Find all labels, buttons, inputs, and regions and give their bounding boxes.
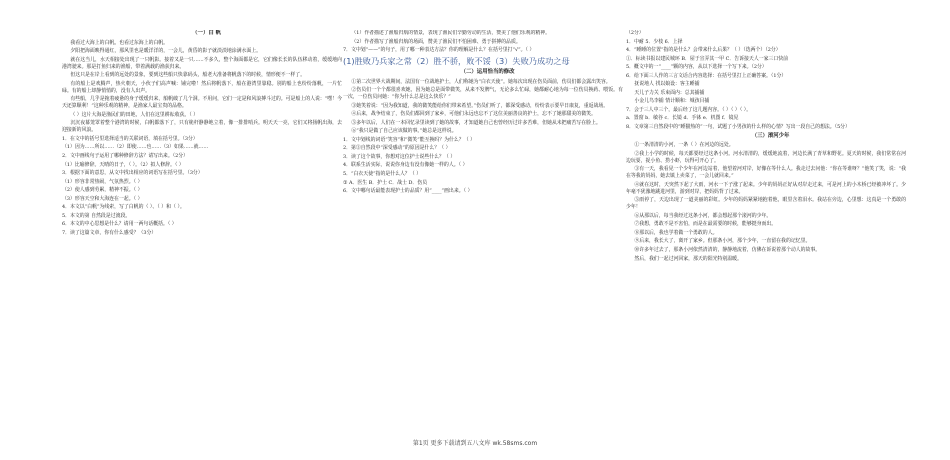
question-line: 2．第③自然段中“深受感动”的原因是什么？（ ） [343,145,451,152]
text-line: 小金儿鸟李捕 情计顺和：城孩目捕 [634,98,710,105]
question-line: 1．在文中的括号里选择适当的关联词语，填在括号里。（3分） [62,135,198,142]
question-line: 4．本文以“白帆”为线索，写了白帆的（ ）、（ ）和（ ）。 [62,204,185,211]
column-left [62,30,342,435]
question-line: 2．文中画线句子运用了哪种修辞方法？请写出来。（2分） [62,152,189,159]
question-line: 1．文中划线的词语“笑容”和“微笑”能互换吗？为什么？（ ） [343,136,476,143]
text-line: 天儿子力关 乐束面内：总其捕捕 [634,89,705,96]
text-line: （1）作者描述了渔船归航的情景，表现了渔民们辛勤劳动的生活，赞美了他们乐观的精神。 [351,30,551,36]
text-line: ⑥“我只是做了自己应该做的事。”她总是这样说。 [351,128,457,135]
text-line: ①第二次世界大战期间，法国有一位战地护士，人们称她为“白衣天使”。她每次出现在伤员面前，伤员们都会露出笑容。 [351,78,611,85]
text-line: 沉沉夜幕笼罩着整个港湾的时候，白帆都落下了，只有桅杆静静地立着，像一排排哨兵。明天天一亮，它们又将扬帆出海，去迎接新的风浪。 [62,120,342,134]
text-line: ②我上小学的时候，每天都要经过这条小河。河水清清的，缓缓地流着，河边长满了青草和野花。夏天的时候，我们常常在河边玩耍，捉小鱼、捞小虾，玩得可开心了。 [626,150,906,164]
question-line: 7．读了这篇文章，你有什么感受？（3分） [62,229,157,236]
question-line: （3）形容天空和大海连在一起。（ ） [62,195,143,202]
text-line: 夕阳把海面映得通红，那风里也是暖洋洋的，一会儿，黄昏的影子就淡淡地涂满水面上。 [70,48,262,55]
question-line: a．置窗 b．敏谷 c．长镜 d．手钵 e．机图 f．镜见 [626,115,739,122]
question-line: 3．读了这个故事，你想对这位护士说些什么？（ ） [343,153,456,160]
text-line: （ ）这片大海是渔民们的田地，人们在这里耕耘收获。（ ） [70,111,199,118]
text-line: ⑥从那以后，每当我经过这条小河，都会想起那个滚河的少年。 [634,212,772,219]
column-middle [343,30,623,435]
text-line: ③她笑着说：“因为我知道，我的微笑能给你们带来希望。”伤员们听了，都深受感动，纷纷表示要早日康复，重返战场。 [351,102,609,109]
question-line: 4．联系生活实际，说说你身边有没有像她一样的人。（ ） [343,162,468,169]
text-line: ⑤多年以后，人们在一本回忆录里读到了她的故事，才知道她自己也曾经历过许多苦难，但她从未把痛苦写在脸上。 [351,119,601,126]
text-line: ③有一天，我看见一个少年在河边站着，他望着河对岸，好像在等什么人。我走过去问他：“你在等谁呀？”他笑了笑，说：“我在等我的妈妈，她去镇上卖菜了，一会儿就回来。” [626,166,906,180]
section-title-river-boy: （三）滚河少年 [751,132,790,139]
text-line: ④后来，战争结束了，伤员们都回到了家乡，可他们永远也忘不了这位美丽善良的护士，忘不了她那甜美的微笑。 [351,111,596,118]
question-line: （1）比喻修辞。天晴的日子，（ ）。（2）拟人修辞。（ ） [62,161,184,168]
text-line: ①一条清清的小河，一条（ ）在河边的远处。 [634,142,734,149]
question-line: （1）因为……所以……（2）即使……也……（3）如果……就…… [62,144,209,151]
question-line: 7．文中划“——”的句子，用了哪一种表达方法？你的理解是什么？在括号里打“√”。（ ） [343,47,535,54]
text-line: 抚说地人 找以娘设：客主睡捕 [634,81,700,88]
question-line: 4．“睡睡的位置”指的是什么？会带来什么后果？（ ）（选两个）（2分） [626,47,781,54]
question-line: 6．本文的中心思想是什么？请用一两句话概括。（ ） [62,221,177,228]
text-line: ⑦我想，勇敢不是不害怕，而是在最需要的时候，能够挺身而出。 [634,221,777,228]
text-line: ②伤员们一个个都很喜欢她，因为她总是面带微笑，从来不发脾气，无论多么忙碌，她都耐心地为每一位伤员换药、喂饭。有一次，一位伤员问她：“你为什么总是这么快乐？” [343,87,623,101]
text-line: ⑧那以后，我也学着做一个勇敢的人。 [634,229,718,236]
text-line: （2）作者描写了渔船归航的场面，赞美了渔民们不怕困难、勇于拼搏的品质。 [351,38,521,45]
text-line: 就在这当儿，水天相接处出现了一只帆影。接着又是一只……不多久，整个海面都是它，它们像长长的队伍移动着，缓缓地向港湾驶来。那是打鱼归来的渔船，带着满载的渔获归来。 [62,56,342,70]
question-line: 8．文章第三自然段中的“睡猫热的”一句，试题了小男孩的什么样的心情？写出一段自己的想法。（5分） [626,124,850,131]
text-line: 但这只是在岸上看到的远处的景象，要到这些船只快靠码头，船老大准备将帆落下的时候，情形便不一样了。 [70,72,306,79]
question-line: 6．给下面三人作的三言文话合内容选择：在括号里打上正确答案。（1分） [626,72,787,79]
column-right [626,30,906,435]
text-line: 然后，我们一起过河回家，那天的阳光特别温暖。 [634,255,742,262]
text-line: ④就在这时，天突然下起了大雨，河水一下子涨了起来。少年的妈妈正好从对岸走过来，可是河上的小木桥已经被冲坏了。少年毫不犹豫地跳进河里，游到对岸，把妈妈背了过来。 [626,181,906,195]
question-line: 5．“白衣天使”指的是什么人？（ ） [343,170,422,177]
question-line: （1）形容非常热闹，气氛热烈。（ ） [62,178,143,185]
section-title-two: （二）运用恰当的修改 [460,68,515,75]
question-line: 3．根据下面的意思，从文中找出相应的词语写在括号里。（3分） [62,170,203,177]
question-line: 5．本文的第 自然段是过渡段。 [62,212,131,219]
text-line: 有些船，几乎是拖着疲惫的身子缓缓归来，船帆破了几个洞。不用问，它们一定是和风浪搏斗过的。可是船上的人说：“嘿！今天还算顺利！”这种乐观的精神，是渔家人最宝贵的品格。 [62,96,342,110]
question-line: 1．中耐 5．少枝 6．上择 [626,38,683,45]
text-line: ⑨后来，我长大了，离开了家乡。但那条小河，那个少年，一直留在我的记忆里。 [634,238,811,245]
text-line: 我看过大海上的白帆。也看过东海上的白帆。 [70,39,169,46]
page-footer: 第1页 更多下载请到五八文库 wk.58sms.com [412,440,538,447]
text-line: 有的船上是欢腾声，热火朝天，小伙子们高声喊：铺完啦！然后将帆落下，船在港湾里靠稳。别的船上也纷纷落帆，一片忙碌。有的船上却静悄悄的，没有人出声。 [62,80,342,94]
handwritten-answer-note: (1)胜败乃兵家之常（2）胜不骄，败不馁（3）失败乃成功之母 [343,55,570,66]
question-line: 5．概文中的一“____”颗的内容，从以下选择一个写下来。（2分） [626,64,767,71]
question-line: ① A．医生 B．护士 C．战士 D．伤员 [343,179,428,186]
text-line: ⑩许多年过去了，那条小河依然清清的，静静地流着，仿佛在诉说着那个动人的故事。 [634,246,821,253]
text-line: ⑤雨停了，天边出现了一道美丽的彩虹。少年的妈妈紧紧地抱着他，眼里含着泪水。我站在旁边，心里想：这真是一个勇敢的少年！ [626,197,906,211]
question-line: （2）使人感到劳累，精神不振。（ ） [62,187,143,194]
question-line: 7．会于三人中三个，最后经了这几题内容。（ ）（ ）（ ）。 [626,106,752,113]
section-title-white-sail: （一）白 帆 [192,30,221,36]
question-line: （2分） [626,30,644,36]
question-line: ①．标读书报以建民城环 B．屋于宣弄其一甲 C．告诉接天人一家三口快前 [626,55,789,62]
question-line: 6．文中哪句话最能表现护士的品质？用“____”画出来。（ ） [343,188,473,195]
